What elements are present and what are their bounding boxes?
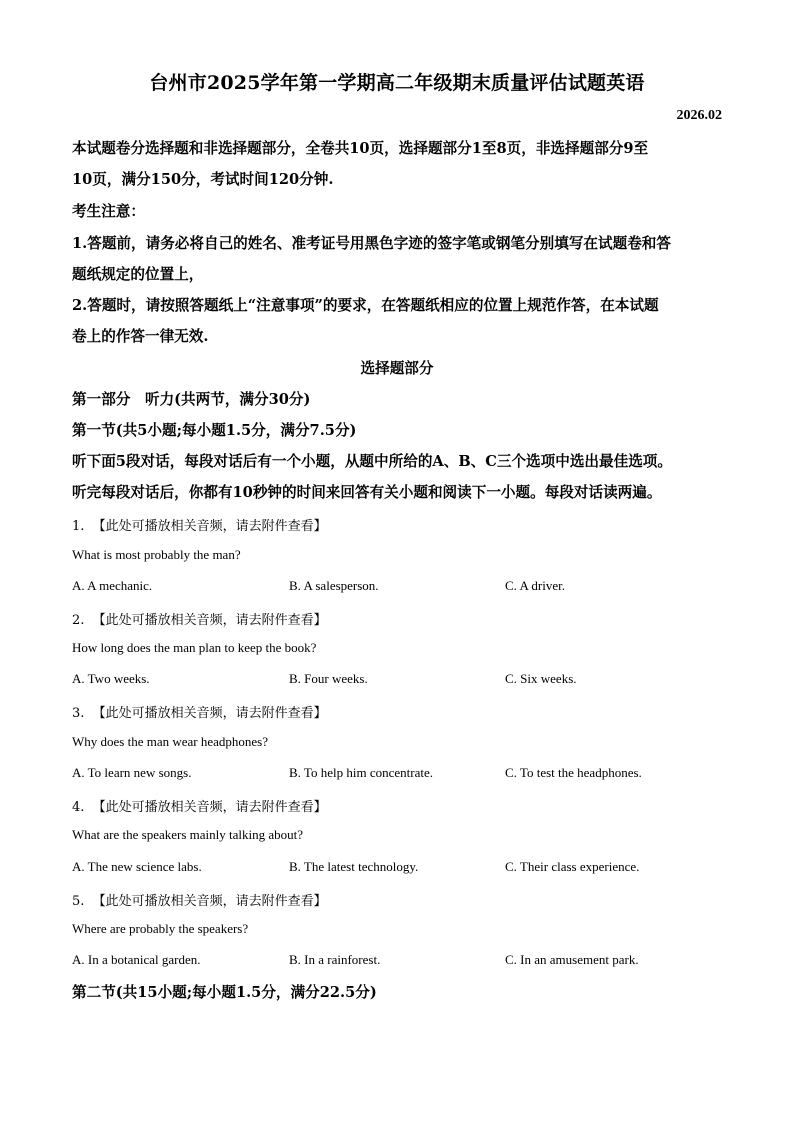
notice-1-line-1: 1.答题前，请务必将自己的姓名、准考证号用黑色字迹的签字笔或钢笔分别填写在试题卷和答 <box>72 235 671 252</box>
question-1-option-a: A. A mechanic. <box>72 578 153 593</box>
notice-1-line-2: 题纸规定的位置上， <box>72 266 204 283</box>
question-4-audio[interactable] <box>72 796 327 815</box>
question-4-option-a: A. The new science labs. <box>72 859 202 874</box>
intro-line-2: 10页，满分150分，考试时间120分钟. <box>72 171 334 188</box>
question-3-stem: Why does the man wear headphones? <box>72 734 269 749</box>
listening-instructions <box>72 446 724 508</box>
question-5-option-b: B. In a rainforest. <box>289 952 381 967</box>
notice-2-line-2: 卷上的作答一律无效. <box>72 328 209 345</box>
audio-placeholder: 【此处可播放相关音频，请去附件查看】 <box>92 519 327 534</box>
question-1-stem: What is most probably the man? <box>72 547 241 562</box>
question-1-option-c: C. A driver. <box>505 578 565 593</box>
audio-placeholder: 【此处可播放相关音频，请去附件查看】 <box>92 800 327 815</box>
section1-heading: 第一节(共5小题;每小题1.5分，满分7.5分) <box>72 422 357 439</box>
question-2-stem: How long does the man plan to keep the book? <box>72 640 317 655</box>
notice-heading: 考生注意： <box>72 203 145 220</box>
question-number: 2. <box>72 613 85 628</box>
question-4-option-c: C. Their class experience. <box>505 859 640 874</box>
question-2-audio[interactable] <box>72 609 327 628</box>
question-4-option-b: B. The latest technology. <box>289 859 419 874</box>
notice-item-2 <box>72 290 724 352</box>
question-1-audio[interactable] <box>72 515 327 534</box>
question-5-option-c: C. In an amusement park. <box>505 952 639 967</box>
intro-paragraph <box>72 133 724 195</box>
audio-placeholder: 【此处可播放相关音频，请去附件查看】 <box>92 706 327 721</box>
exam-date: 2026.02 <box>676 108 722 123</box>
question-4-stem: What are the speakers mainly talking about? <box>72 827 304 842</box>
notice-item-1 <box>72 228 724 290</box>
question-2-option-b: B. Four weeks. <box>289 671 368 686</box>
exam-title: 台州市2025学年第一学期高二年级期末质量评估试题英语 <box>149 72 645 94</box>
audio-placeholder: 【此处可播放相关音频，请去附件查看】 <box>92 894 327 909</box>
instructions-line-2: 听完每段对话后，你都有10秒钟的时间来回答有关小题和阅读下一小题。每段对话读两遍。 <box>72 484 662 501</box>
question-5-audio[interactable] <box>72 890 327 909</box>
question-3-option-b: B. To help him concentrate. <box>289 765 433 780</box>
question-2-option-a: A. Two weeks. <box>72 671 150 686</box>
question-5-stem: Where are probably the speakers? <box>72 921 249 936</box>
intro-line-1: 本试题卷分选择题和非选择题部分，全卷共10页，选择题部分1至8页，非选择题部分9至 <box>72 140 649 157</box>
section-heading: 选择题部分 <box>360 360 434 377</box>
question-number: 3. <box>72 706 85 721</box>
question-number: 5. <box>72 894 85 909</box>
question-5-option-a: A. In a botanical garden. <box>72 952 201 967</box>
question-number: 4. <box>72 800 85 815</box>
section2-heading: 第二节(共15小题;每小题1.5分，满分22.5分) <box>72 984 377 1001</box>
question-2-option-c: C. Six weeks. <box>505 671 577 686</box>
notice-2-line-1: 2.答题时，请按照答题纸上“注意事项”的要求，在答题纸相应的位置上规范作答，在本试题 <box>72 297 659 314</box>
question-3-option-c: C. To test the headphones. <box>505 765 642 780</box>
question-number: 1. <box>72 519 85 534</box>
question-3-audio[interactable] <box>72 702 327 721</box>
audio-placeholder: 【此处可播放相关音频，请去附件查看】 <box>92 613 327 628</box>
question-3-option-a: A. To learn new songs. <box>72 765 192 780</box>
question-1-option-b: B. A salesperson. <box>289 578 379 593</box>
instructions-line-1: 听下面5段对话，每段对话后有一个小题，从题中所给的A、B、C三个选项中选出最佳选项。 <box>72 453 672 470</box>
part1-heading: 第一部分 听力(共两节，满分30分) <box>72 391 311 408</box>
